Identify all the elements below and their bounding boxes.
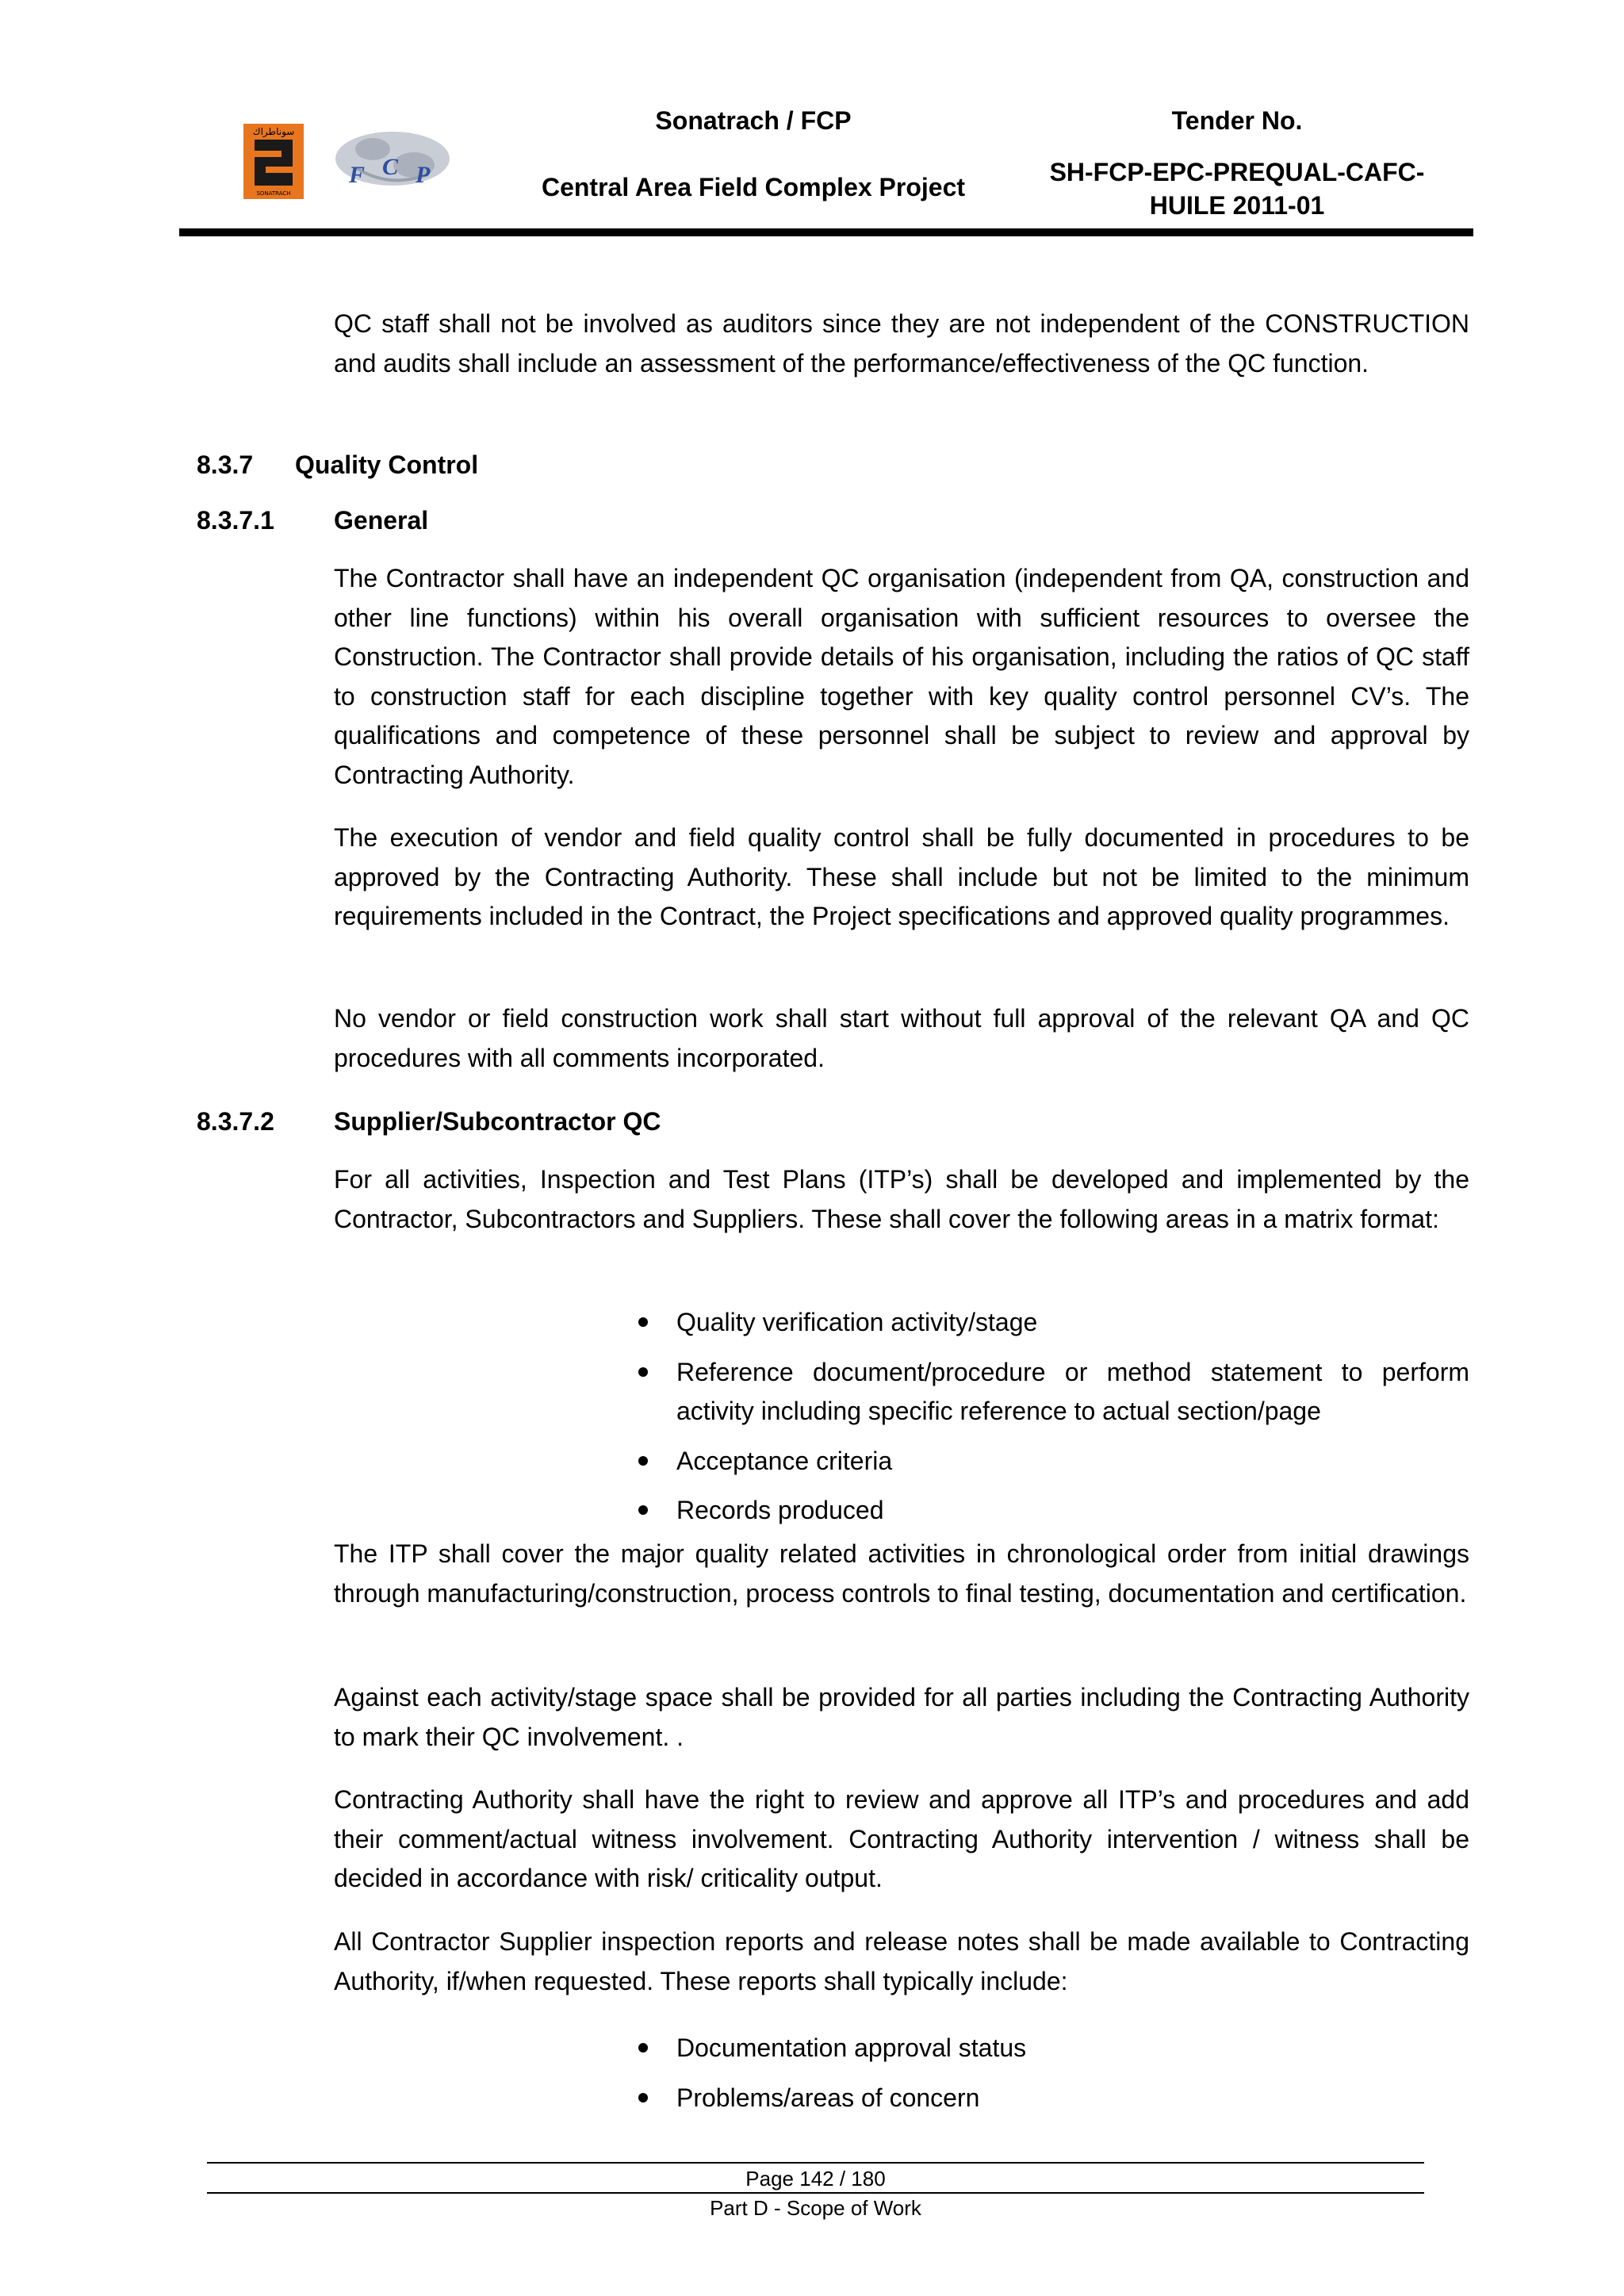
general-paragraph-2: The execution of vendor and field quality control shall be fully documented in procedures to be approved by the Contracting Authority. These shall include but not be limited to the minimum requirements included in the Contract, the Project specifications and approved quality programmes. [334,823,1469,930]
tender-number-line1: SH-FCP-EPC-PREQUAL-CAFC- [1049,158,1425,186]
general-paragraph-3: No vendor or field construction work shall start without full approval of the relevant QA and QC procedures with all comments incorporated. [334,1004,1469,1072]
matrix-items-list [630,1303,1469,1541]
bullet-icon [638,2093,648,2102]
list-item: Quality verification activity/stage [630,1303,1469,1343]
footer-bottom-rule [207,2192,1424,2194]
fcp-letter-p: P [416,162,431,188]
itp-paragraph-2: Against each activity/stage space shall be provided for all parties including the Contracting Authority to mark their QC involvement. . [334,1683,1469,1751]
bullet-icon [638,1505,648,1515]
itp-paragraph-3: Contracting Authority shall have the right to review and approve all ITP’s and procedures and add their comment/actual witness involvement. Contracting Authority intervention / witness shall be decided in accordance with risk/ criticality output. [334,1785,1469,1892]
footer-top-rule [207,2162,1424,2164]
fcp-logo [325,127,452,198]
header-company: Sonatrach / FCP [655,106,852,135]
list-item: Problems/areas of concern [630,2079,1469,2118]
section-8-3-7-2-title: Supplier/Subcontractor QC [334,1107,661,1136]
list-item: Reference document/procedure or method statement to perform activity including specific reference to actual section/page [630,1353,1469,1432]
section-8-3-7-title: Quality Control [295,450,479,479]
sonatrach-logo [243,124,304,199]
bullet-icon [638,1317,648,1327]
intro-paragraph: QC staff shall not be involved as auditors since they are not independent of the CONSTRUCTION and audits shall include an assessment of the performance/effectiveness of the QC function. [334,309,1469,378]
header-project: Central Area Field Complex Project [541,173,966,201]
list-item: Records produced [630,1491,1469,1531]
bullet-icon [638,1367,648,1377]
sonatrach-logo-text: SONATRACH [256,190,291,197]
general-paragraph-1: The Contractor shall have an independent QC organisation (independent from QA, construction and other line functions) within his overall organisation with sufficient resources to oversee the Construction. The Contractor shall provide details of his organisation, including the ratios of QC staff to construction staff for each discipline together with key quality control personnel CV’s. The qualifications and competence of these personnel shall be subject to review and approval by Contracting Authority. [334,564,1469,789]
itp-paragraph-4: All Contractor Supplier inspection reports and release notes shall be made available to Contracting Authority, if/when requested. These reports shall typically include: [334,1927,1469,1995]
tender-number-line2: HUILE 2011-01 [1149,191,1325,220]
report-items-list [630,2029,1469,2128]
list-item: Documentation approval status [630,2029,1469,2068]
itp-paragraph-1: The ITP shall cover the major quality related activities in chronological order from initial drawings through manufacturing/construction, process controls to final testing, documentation and certification. [334,1539,1469,1608]
bullet-icon [638,2043,648,2053]
list-item: Acceptance criteria [630,1442,1469,1481]
header-divider [179,228,1473,236]
fcp-letter-c: C [382,154,399,180]
header-tender-number [1015,155,1459,222]
supplier-intro-paragraph: For all activities, Inspection and Test Plans (ITP’s) shall be developed and implemented by the Contractor, Subcontractors and Suppliers. These shall cover the following areas in a matrix format: [334,1165,1469,1233]
footer-part-label: Part D - Scope of Work [710,2196,921,2220]
fcp-letter-f: F [349,162,366,188]
section-8-3-7-number: 8.3.7 [197,450,254,479]
section-8-3-7-2-number: 8.3.7.2 [197,1107,274,1136]
bullet-icon [638,1456,648,1466]
section-8-3-7-1-number: 8.3.7.1 [197,506,274,535]
header-tender-label: Tender No. [1171,106,1303,135]
section-8-3-7-1-title: General [334,506,429,535]
footer-page-number: Page 142 / 180 [745,2167,886,2191]
sonatrach-arabic-text: سوناطراك [252,126,295,137]
